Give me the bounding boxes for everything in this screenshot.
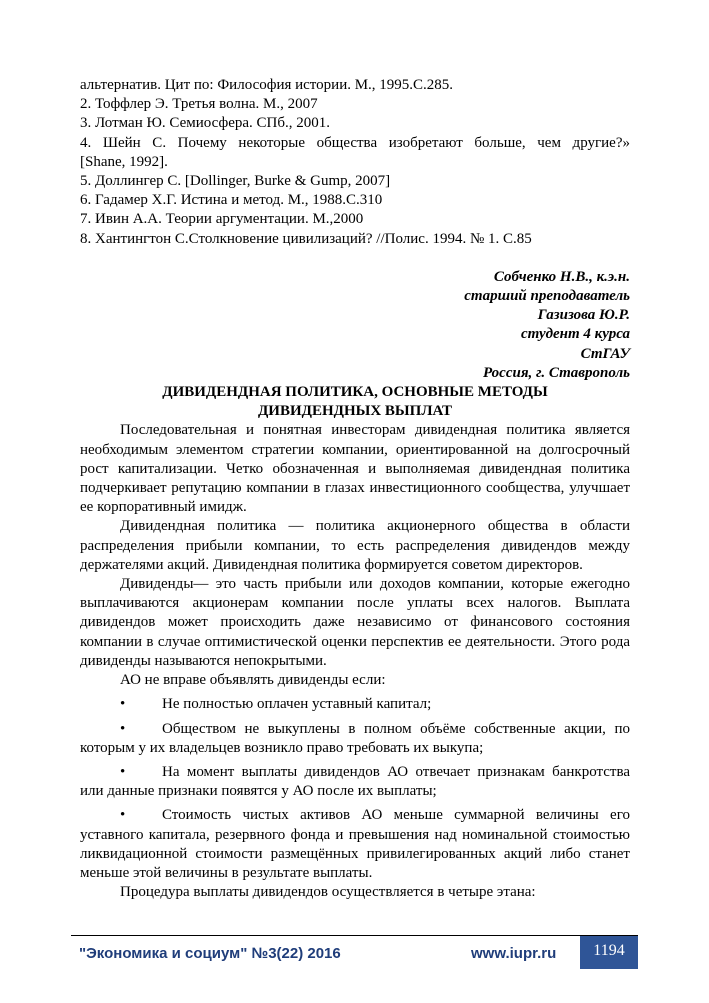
document-body [80,76,630,902]
bullet-icon: • [120,696,126,713]
list-item-text: На момент выплаты дивидендов АО отвечает признакам банкротства или данные признаки появятся у АО после их выплаты; [80,763,630,800]
paragraph: Последовательная и понятная инвесторам дивидендная политика является необходимым элементом стратегии компании, ориентированной на долгосрочный рост капитализации. Четко обозначенная и выполняемая дивидендная политика подчеркивает репутацию компании в глазах инвестиционного сообщества, улучшает ее корпоративный имидж. [80,422,630,516]
reference-item: 2. Тоффлер Э. Третья волна. М., 2007 [80,96,318,113]
author-line: Россия, г. Ставрополь [483,364,630,381]
paragraph: АО не вправе объявлять дивиденды если: [120,672,386,689]
reference-item: 6. Гадамер Х.Г. Истина и метод. М., 1988.С.310 [80,192,383,209]
reference-item: альтернатив. Цит по: Философия истории. М., 1995.С.285. [80,77,454,93]
list-item [80,695,630,714]
reference-list [80,76,630,249]
list-item [80,720,630,758]
list-item [80,763,630,801]
author-line: студент 4 курса [521,326,630,343]
title-line: ДИВИДЕНДНЫХ ВЫПЛАТ [257,403,453,420]
list-item-text: Не полностью оплачен уставный капитал; [162,696,432,713]
list-item-text: Стоимость чистых активов АО меньше суммарной величины его уставного капитала, резервного фонда и превышения над номинальной стоимостью ликвидационной стоимости размещённых привилегированных акций либо станет меньше этой величины в результате выплаты. [80,807,630,881]
bullet-icon: • [120,720,126,737]
reference-item: 4. Шейн С. Почему некоторые общества изобретают больше, чем другие?» [80,134,630,151]
paragraph: Процедура выплаты дивидендов осуществляется в четыре этана: [120,884,536,901]
reference-item: 7. Ивин А.А. Теории аргументации. М.,2000 [80,211,364,228]
page-footer [71,935,638,969]
list-item-text: Обществом не выкуплены в полном объёме собственные акции, по которым у их владельцев возникло право требовать их выкупа; [80,720,630,756]
article-title [80,383,630,421]
reference-item: 3. Лотман Ю. Семиосфера. СПб., 2001. [80,115,330,132]
author-block [80,268,630,383]
author-line: старший преподаватель [464,288,630,305]
reference-item: 5. Доллингер С. [Dollinger, Burke & Gump, 2007] [80,173,391,190]
author-line: Газизова Ю.Р. [537,307,630,324]
title-line: ДИВИДЕНДНАЯ ПОЛИТИКА, ОСНОВНЫЕ МЕТОДЫ [162,384,548,401]
list-item [80,806,630,883]
journal-name: "Экономика и социум" №3(22) 2016 [79,945,341,962]
bullet-icon: • [120,807,126,824]
author-line: СтГАУ [580,345,630,362]
reference-item: 8. Хантингтон С.Столкновение цивилизаций? //Полис. 1994. № 1. С.85 [80,230,532,247]
bullet-icon: • [120,763,126,780]
paragraph: Дивиденды— это часть прибыли или доходов компании, которые ежегодно выплачиваются акционерам компании после уплаты всех налогов. Выплата дивидендов может происходить даже независимо от финансового состояния компании в случае оптимистической оценки перспектив ее деятельности. Этого рода дивиденды называются непокрытыми. [80,576,630,669]
website-link[interactable]: www.iupr.ru [471,945,557,962]
author-line: Собченко Н.В., к.э.н. [493,268,630,285]
page-number: 1194 [580,936,638,969]
paragraph: Дивидендная политика — политика акционерного общества в области распределения прибыли компании, то есть распределения дивидендов между держателями акций. Дивидендная политика формируется советом директоров. [80,518,630,573]
reference-item: [Shane, 1992]. [80,153,168,170]
